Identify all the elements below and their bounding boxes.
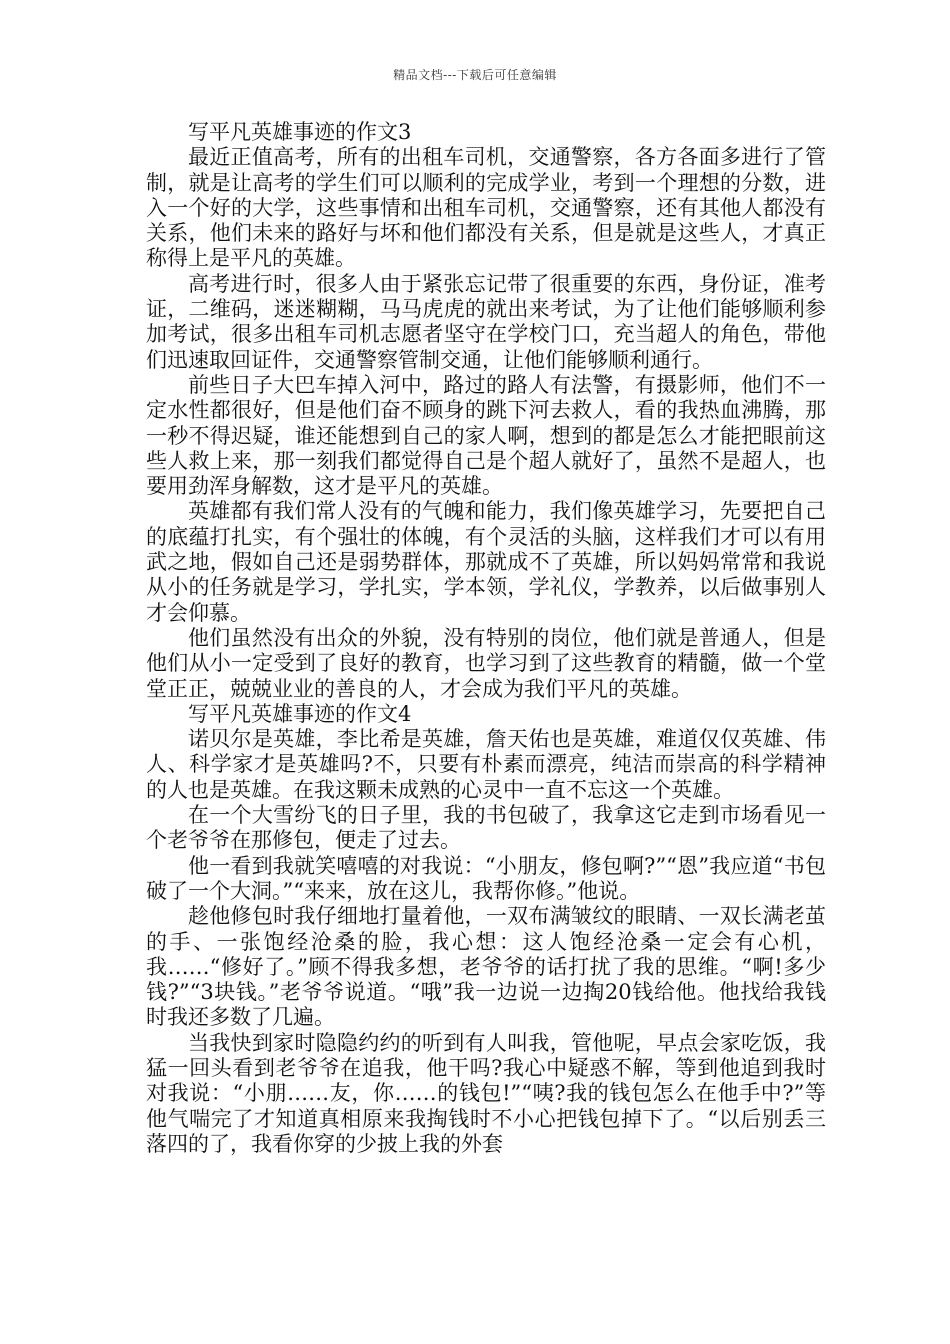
paragraph: 趁他修包时我仔细地打量着他，一双布满皱纹的眼睛、一双长满老茧的手、一张饱经沧桑的脸，我心想：这人饱经沧桑一定会有心机，我……“修好了。”顾不得我多想，老爷爷的话打扰了我的思维。“啊!多少钱?”“3块钱。”老爷爷说道。“哦”我一边说一边掏20钱给他。他找给我钱时我还多数了几遍。 [146,904,826,1030]
paragraph: 诺贝尔是英雄，李比希是英雄，詹天佑也是英雄，难道仅仅英雄、伟人、科学家才是英雄吗?不，只要有朴素而漂亮，纯洁而崇高的科学精神的人也是英雄。在我这颗未成熟的心灵中一直不忘这一个英雄。 [146,727,826,802]
page-header: 精品文档---下载后可任意编辑 [393,68,557,82]
section-heading: 写平凡英雄事迹的作文4 [188,701,412,726]
paragraph: 当我快到家时隐隐约约的听到有人叫我，管他呢，早点会家吃饭，我猛一回头看到老爷爷在追我，他干吗?我心中疑惑不解，等到他追到我时对我说：“小朋……友，你……的钱包!”“咦?我的钱包怎么在他手中?”等他气喘完了才知道真相原来我掏钱时不小心把钱包掉下了。“以后别丢三落四的了，我看你穿的少披上我的外套 [146,1030,826,1156]
paragraph: 英雄都有我们常人没有的气魄和能力，我们像英雄学习，先要把自己的底蕴打扎实，有个强壮的体魄，有个灵活的头脑，这样我们才可以有用武之地，假如自己还是弱势群体，那就成不了英雄，所以妈妈常常和我说从小的任务就是学习，学扎实，学本领，学礼仪，学教养，以后做事别人才会仰慕。 [146,499,826,625]
paragraph: 他们虽然没有出众的外貌，没有特别的岗位，他们就是普通人，但是他们从小一定受到了良好的教育，也学习到了这些教育的精髓，做一个堂堂正正，兢兢业业的善良的人，才会成为我们平凡的英雄。 [146,625,826,701]
paragraph: 最近正值高考，所有的出租车司机，交通警察，各方各面多进行了管制，就是让高考的学生们可以顺利的完成学业，考到一个理想的分数，进入一个好的大学，这些事情和出租车司机，交通警察，还有其他人都没有关系，他们未来的路好与坏和他们都没有关系，但是就是这些人，才真正称得上是平凡的英雄。 [146,145,826,271]
paragraph: 高考进行时，很多人由于紧张忘记带了很重要的东西，身份证，准考证，二维码，迷迷糊糊，马马虎虎的就出来考试，为了让他们能够顺利参加考试，很多出租车司机志愿者坚守在学校门口，充当超人的角色，带他们迅速取回证件，交通警察管制交通，让他们能够顺利通行。 [146,271,826,372]
section-heading: 写平凡英雄事迹的作文3 [188,120,412,144]
paragraph: 前些日子大巴车掉入河中，路过的路人有法警，有摄影师，他们不一定水性都很好，但是他们奋不顾身的跳下河去救人，看的我热血沸腾，那一秒不得迟疑，谁还能想到自己的家人啊，想到的都是怎么才能把眼前这些人救上来，那一刻我们都觉得自己是个超人就好了，虽然不是超人，也要用劲浑身解数，这才是平凡的英雄。 [146,372,826,499]
paragraph: 他一看到我就笑嘻嘻的对我说：“小朋友，修包啊?”“恩”我应道“书包破了一个大洞。”“来来，放在这儿，我帮你修。”他说。 [146,853,826,903]
paragraph: 在一个大雪纷飞的日子里，我的书包破了，我拿这它走到市场看见一个老爷爷在那修包，便走了过去。 [146,803,826,853]
document-body [146,120,826,1157]
